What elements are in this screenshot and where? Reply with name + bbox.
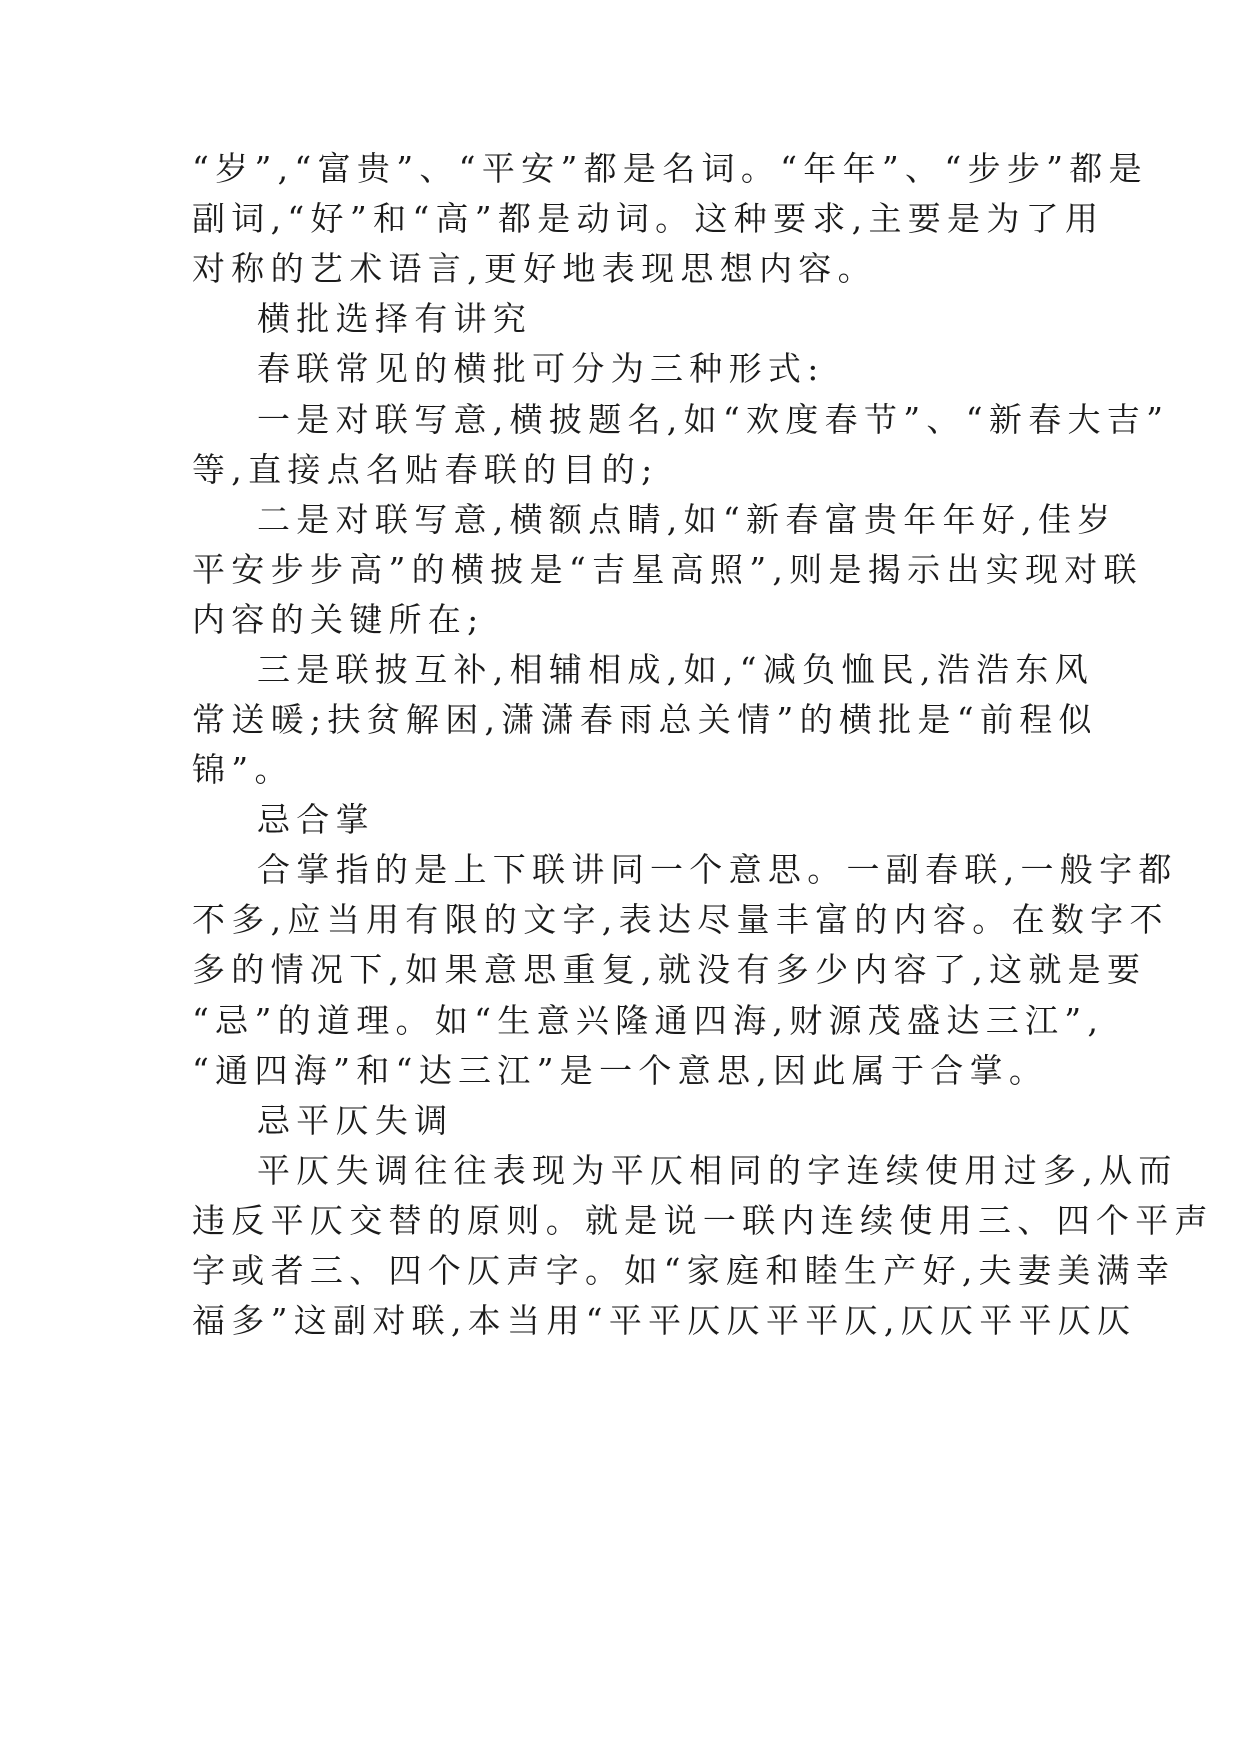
- text-line: 违反平仄交替的原则。就是说一联内连续使用三、四个平声: [192, 1201, 1214, 1240]
- text-line: “忌”的道理。如“生意兴隆通四海,财源茂盛达三江”,: [192, 1001, 1105, 1040]
- text-line: 内容的关键所在;: [192, 600, 485, 639]
- paragraph-start: 春联常见的横批可分为三种形式:: [257, 349, 825, 388]
- text-line: 福多”这副对联,本当用“平平仄仄平平仄,仄仄平平仄仄: [192, 1301, 1137, 1340]
- paragraph-start: 三是联披互补,相辅相成,如,“减负恤民,浩浩东风: [257, 650, 1095, 689]
- text-line: 多的情况下,如果意思重复,就没有多少内容了,这就是要: [192, 950, 1147, 989]
- text-line: 副词,“好”和“高”都是动词。这种要求,主要是为了用: [192, 199, 1105, 238]
- paragraph-start: 合掌指的是上下联讲同一个意思。一副春联,一般字都: [257, 850, 1178, 889]
- paragraph-start: 一是对联写意,横披题名,如“欢度春节”、“新春大吉”: [257, 400, 1170, 439]
- text-line: 不多,应当用有限的文字,表达尽量丰富的内容。在数字不: [192, 900, 1169, 939]
- text-line: 锦”。: [192, 750, 294, 789]
- section-heading: 横批选择有讲究: [257, 299, 533, 338]
- text-line: “通四海”和“达三江”是一个意思,因此属于合掌。: [192, 1051, 1049, 1090]
- paragraph-start: 平仄失调往往表现为平仄相同的字连续使用过多,从而: [257, 1151, 1178, 1190]
- text-line: 字或者三、四个仄声字。如“家庭和睦生产好,夫妻美满幸: [192, 1251, 1176, 1290]
- text-line: 对称的艺术语言,更好地表现思想内容。: [192, 249, 877, 288]
- text-line: 平安步步高”的横披是“吉星高照”,则是揭示出实现对联: [192, 550, 1143, 589]
- section-heading: 忌合掌: [257, 800, 375, 839]
- section-heading: 忌平仄失调: [257, 1101, 454, 1140]
- paragraph-start: 二是对联写意,横额点睛,如“新春富贵年年好,佳岁: [257, 500, 1117, 539]
- text-line: 等,直接点名贴春联的目的;: [192, 450, 659, 489]
- text-line: “岁”,“富贵”、“平安”都是名词。“年年”、“步步”都是: [192, 149, 1148, 188]
- text-line: 常送暖;扶贫解困,潇潇春雨总关情”的横批是“前程似: [192, 700, 1098, 739]
